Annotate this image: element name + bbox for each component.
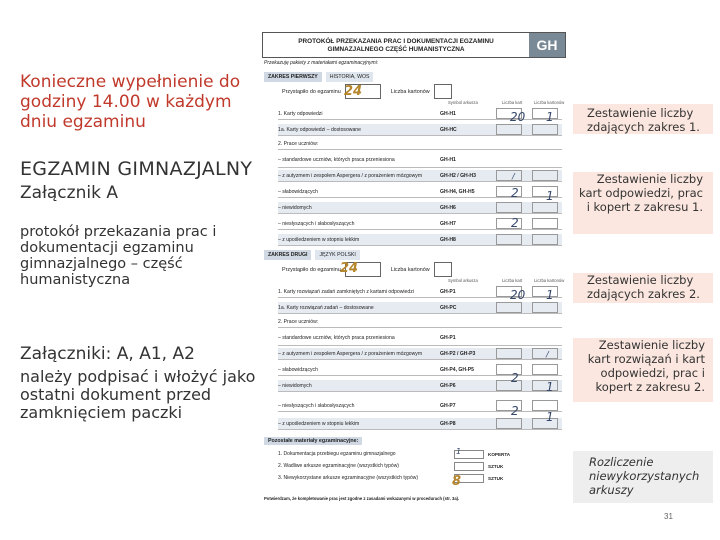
table-row: 2. Prace uczniów: — [278, 138, 562, 150]
hw-weak-boxes-2: 1 — [546, 380, 554, 394]
hw-slash-1: / — [512, 172, 515, 181]
table-row: – z autyzmem i zespołem Aspergera / z porażeniem mózgowym GH-P2 / GH-P3 — [278, 348, 562, 360]
table-row: – niewidomych GH-H6 — [278, 202, 562, 214]
remaining-title: Pozostałe materiały egzaminacyjne: — [264, 437, 362, 445]
form-footer: Potwierdzam, że kompletowanie prac jest zgodne z zasadami wskazanymi w procedurach (str. 3a). — [264, 496, 460, 501]
hw-envelope: 1 — [456, 447, 462, 456]
annotation-range2-cards: Zestawienie liczby kart rozwiązań i kart odpowiedzi, prac i kopert z zakresu 2. — [573, 338, 713, 402]
protocol-form: PROTOKÓŁ PRZEKAZANIA PRAC I DOKUMENTACJI EGZAMINU GIMNAZJALNEGO CZĘŚĆ HUMANISTYCZNA GH Przekazuję pakiety z materiałami egzaminacyjnymi: ZAKRES PIERWSZY HISTORIA, WOS Przystąpiło do egzaminu Liczba kartonów 24 Symbol arkusza Liczba kart Liczba kartonów 1. Karty odpowiedzi GH-H1 1a. Karty odpowiedzi – dostosowane GH-HC 2. Prace uczniów: – standardowe uczniów, których praca przeniesiona GH-H1 – z autyzmem i zespołem Aspergera / z porażeniem mózgowym GH-H2 / GH-H3 – słabowidzących GH-H4, GH-H5 – niewidomych GH-H6 – niesłyszących i słabosłyszących GH-H7 – z upośledzeniem w stopniu lekkim GH-H8 20 1 / 2 1 2 ZAKRES DRUGI JĘZYK POLSKI Przystąpiło do egzaminu Liczba kartonów 24 Symbol arkusza Liczba kart Liczba kartonów 1. Karty rozwiązań zadań zamkniętych z kartami odpowiedzi GH-P1 1a. Karty rozwiązań zadań – dostosowane GH-PC 2. Prace uczniów: – standardowe uczniów, których praca przeniesiona GH-P1 – z autyzmem i zespołem Aspergera / z porażeniem mózgowym GH-P2 / GH-P3 – słabowidzących GH-P4, GH-P5 – niewidomych GH-P6 – niesłyszących i słabosłyszących GH-P7 – z upośledzeniem w stopniu lekkim GH-P8 20 1 / 2 1 2 1 Pozostałe materiały egzaminacyjne: 1. Dokumentacja przebiegu egzaminu gimnazjalnego KOPERTA 2. Wadliwe arkusze egzaminacyjne (wszystkich typów) SZTUK 3. Niewykorzystane arkusze egzaminacyjne (wszystkich typów) SZTUK 1 8 Potwierdzam, że kompletowanie prac jest zgodne z zasadami wskazanymi w procedurach (str. 3a). — [262, 28, 570, 508]
hw-boxes-1: 1 — [546, 110, 554, 124]
hw-received-1: 24 — [344, 84, 363, 99]
form-code-badge: GH — [529, 33, 565, 57]
table-row: – standardowe uczniów, których praca przeniesiona GH-H1 — [278, 152, 562, 168]
hw-weak-2: 2 — [511, 371, 519, 385]
table-row: – z autyzmem i zespołem Aspergera / z porażeniem mózgowym GH-H2 / GH-H3 — [278, 170, 562, 182]
annexes-list: Załączniki: A, A1, A2 — [20, 344, 195, 364]
hw-hear-1: 2 — [511, 216, 519, 230]
table-row: 2. Prace uczniów: — [278, 316, 562, 328]
received-row-1: Przystąpiło do egzaminu Liczba kartonów — [282, 84, 452, 99]
hw-hear-2: 2 — [511, 404, 519, 418]
table-row: – standardowe uczniów, których praca przeniesiona GH-P1 — [278, 330, 562, 346]
table-row: – z upośledzeniem w stopniu lekkim GH-P8 — [278, 418, 562, 430]
list-item: 1. Dokumentacja przebiegu egzaminu gimnazjalnego KOPERTA — [278, 451, 511, 457]
list-item: 2. Wadliwe arkusze egzaminacyjne (wszystkich typów) SZTUK — [278, 463, 504, 469]
hw-received-2: 24 — [340, 261, 359, 276]
annotation-unused: Rozliczenie niewykorzystanych arkuszy — [573, 451, 713, 503]
section-1-header: ZAKRES PIERWSZY HISTORIA, WOS — [264, 72, 373, 82]
table-row: 1a. Karty odpowiedzi – dostosowane GH-HC — [278, 124, 562, 136]
packs-label: Przekazuję pakiety z materiałami egzaminacyjnymi: — [264, 60, 379, 66]
table-row: 1a. Karty rozwiązań zadań – dostosowane GH-PC — [278, 302, 562, 314]
form-title: PROTOKÓŁ PRZEKAZANIA PRAC I DOKUMENTACJI EGZAMINU GIMNAZJALNEGO CZĘŚĆ HUMANISTYCZNA — [298, 38, 494, 53]
hw-slash-2: / — [546, 350, 549, 359]
annotation-range1-cards: Zestawienie liczby kart odpowiedzi, prac i kopert z zakresu 1. — [573, 172, 713, 234]
table-row: – niewidomych GH-P6 — [278, 380, 562, 392]
annotation-range1-count: Zestawienie liczby zdających zakres 1. — [573, 104, 713, 134]
table-row: – słabowidzących GH-H4, GH-H5 — [278, 186, 562, 198]
hw-weak-1: 2 — [511, 186, 519, 200]
list-item: 3. Niewykorzystane arkusze egzaminacyjne (wszystkich typów) SZTUK — [278, 475, 504, 481]
section-2-header: ZAKRES DRUGI JĘZYK POLSKI — [264, 250, 360, 260]
table-row: 1. Karty rozwiązań zadań zamkniętych z kartami odpowiedzi GH-P1 — [278, 286, 562, 298]
page-number: 31 — [664, 512, 673, 521]
hw-cards-1: 20 — [510, 110, 526, 124]
table-row: – niesłyszących i słabosłyszących GH-P7 — [278, 400, 562, 412]
annex-label: Załącznik A — [20, 183, 118, 203]
table-row: – słabowidzących GH-P4, GH-P5 — [278, 364, 562, 376]
table-row: – z upośledzeniem w stopniu lekkim GH-H8 — [278, 234, 562, 246]
hw-hear-boxes-2: 1 — [546, 410, 554, 424]
table-row: – niesłyszących i słabosłyszących GH-H7 — [278, 218, 562, 230]
received-row-2: Przystąpiło do egzaminu Liczba kartonów — [282, 262, 452, 277]
hw-boxes-2: 1 — [546, 288, 554, 302]
table-row: 1. Karty odpowiedzi GH-H1 — [278, 108, 562, 120]
annotation-range2-count: Zestawienie liczby zdających zakres 2. — [573, 273, 713, 303]
sign-instruction: należy podpisać i włożyć jako ostatni dokument przed zamknięciem paczki — [20, 367, 256, 422]
exam-title: EGZAMIN GIMNAZJALNY — [20, 158, 253, 180]
hw-unused: 8 — [452, 474, 462, 489]
deadline-note: Konieczne wypełnienie do godziny 14.00 w każdym dniu egzaminu — [20, 72, 241, 132]
hw-cards-2: 20 — [510, 288, 526, 302]
hw-weak-boxes-1: 1 — [546, 189, 554, 203]
protocol-description: protokół przekazania prac i dokumentacji egzaminu gimnazjalnego – część humanistyczna — [20, 224, 217, 288]
form-header — [262, 32, 566, 58]
